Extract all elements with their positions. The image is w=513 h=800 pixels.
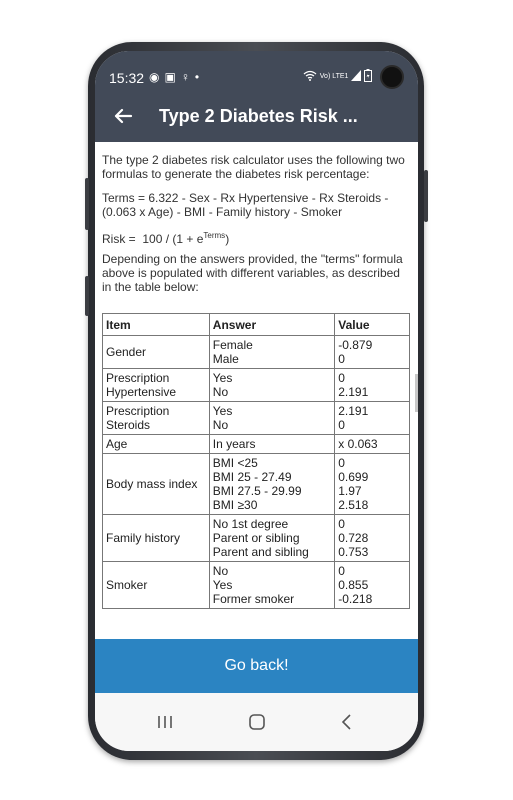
table-header-row bbox=[103, 314, 410, 336]
page-title: Type 2 Diabetes Risk ... bbox=[159, 106, 358, 126]
phone-screen bbox=[95, 51, 418, 751]
row-item-cell: Prescription Steroids bbox=[103, 402, 210, 435]
header-answer: Answer bbox=[209, 314, 334, 336]
row-value-cell: 0 0.699 1.97 2.518 bbox=[335, 454, 410, 515]
header-value: Value bbox=[335, 314, 410, 336]
power-button bbox=[424, 170, 428, 222]
wifi-icon bbox=[303, 70, 317, 81]
row-item-cell: Gender bbox=[103, 336, 210, 369]
row-answer-cell: In years bbox=[209, 435, 334, 454]
bulb-icon: ♀ bbox=[180, 70, 195, 84]
row-value-cell: -0.879 0 bbox=[335, 336, 410, 369]
row-answer-cell: No 1st degree Parent or sibling Parent and sibling bbox=[209, 515, 334, 562]
notification-icons bbox=[149, 70, 204, 84]
back-icon[interactable] bbox=[335, 710, 359, 734]
row-answer-cell: Yes No bbox=[209, 402, 334, 435]
row-item-cell: Family history bbox=[103, 515, 210, 562]
row-value-cell: 0 0.728 0.753 bbox=[335, 515, 410, 562]
table-row bbox=[103, 454, 410, 515]
network-type: Vo) LTE1 bbox=[319, 73, 349, 81]
risk-label: Risk = bbox=[102, 232, 136, 246]
battery-icon bbox=[364, 69, 372, 82]
row-item-cell: Body mass index bbox=[103, 454, 210, 515]
go-back-button[interactable]: Go back! bbox=[95, 639, 418, 693]
intro-text: The type 2 diabetes risk calculator uses the following two formulas to generate the diabetes risk percentage: bbox=[102, 153, 405, 181]
row-answer-cell: Yes No bbox=[209, 369, 334, 402]
image-icon: ▣ bbox=[164, 70, 181, 84]
row-value-cell: x 0.063 bbox=[335, 435, 410, 454]
row-value-cell: 0 0.855 -0.218 bbox=[335, 562, 410, 609]
row-item-cell: Age bbox=[103, 435, 210, 454]
row-answer-cell: No Yes Former smoker bbox=[209, 562, 334, 609]
table-row bbox=[103, 435, 410, 454]
risk-superscript: Terms bbox=[203, 231, 226, 240]
whatsapp-icon: ◉ bbox=[149, 70, 165, 84]
status-time: 15:32 bbox=[109, 70, 145, 86]
row-answer-cell: BMI <25 BMI 25 - 27.49 BMI 27.5 - 29.99 BMI ≥30 bbox=[209, 454, 334, 515]
header-item: Item bbox=[103, 314, 210, 336]
volume-button bbox=[85, 178, 89, 230]
variables-table bbox=[102, 313, 410, 609]
content-scroll-area[interactable] bbox=[95, 142, 418, 639]
table-row bbox=[103, 515, 410, 562]
bixby-button bbox=[85, 276, 89, 316]
terms-formula: Terms = 6.322 - Sex - Rx Hypertensive - Rx Steroids - (0.063 x Age) - BMI - Family history - Smoker bbox=[102, 191, 389, 219]
table-row bbox=[103, 336, 410, 369]
signal-icon bbox=[351, 70, 361, 81]
recent-apps-icon[interactable] bbox=[153, 710, 177, 734]
table-row bbox=[103, 369, 410, 402]
dot-icon: • bbox=[194, 70, 205, 84]
table-row bbox=[103, 562, 410, 609]
nav-bar bbox=[95, 693, 418, 751]
home-icon[interactable] bbox=[245, 710, 269, 734]
depending-text: Depending on the answers provided, the "terms" formula above is populated with different variables, as described in the table below: bbox=[102, 252, 403, 294]
row-answer-cell: Female Male bbox=[209, 336, 334, 369]
risk-formula bbox=[102, 229, 410, 246]
row-item-cell: Smoker bbox=[103, 562, 210, 609]
table-row bbox=[103, 402, 410, 435]
system-icons bbox=[303, 69, 372, 82]
front-camera bbox=[380, 65, 404, 89]
back-arrow-icon[interactable] bbox=[109, 102, 137, 130]
app-bar bbox=[95, 94, 418, 142]
scrollbar[interactable] bbox=[415, 374, 418, 412]
row-item-cell: Prescription Hypertensive bbox=[103, 369, 210, 402]
row-value-cell: 0 2.191 bbox=[335, 369, 410, 402]
row-value-cell: 2.191 0 bbox=[335, 402, 410, 435]
risk-close: ) bbox=[225, 232, 230, 246]
risk-expression: 100 / (1 + e bbox=[142, 232, 204, 246]
